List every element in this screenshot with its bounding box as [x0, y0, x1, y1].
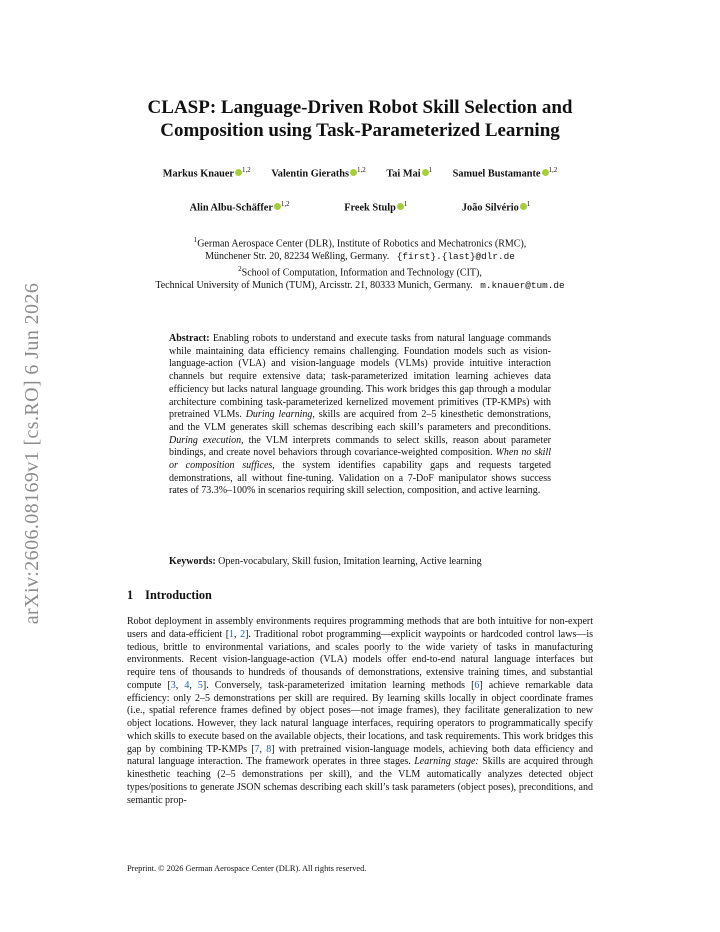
email-dlr: {first}.{last}@dlr.de: [396, 250, 515, 262]
citation-link[interactable]: 5: [197, 679, 203, 691]
citation-link[interactable]: 4: [184, 679, 190, 691]
citation-link[interactable]: 6: [474, 679, 480, 691]
authors-row-1: [70, 166, 650, 179]
keywords-label: Keywords:: [169, 556, 216, 567]
orcid-icon[interactable]: [274, 203, 281, 210]
footer-copyright: Preprint. © 2026 German Aerospace Center (DLR). All rights reserved.: [127, 864, 367, 873]
authors-row-2: [70, 200, 650, 213]
section-title: Introduction: [145, 588, 212, 602]
abstract-label: Abstract:: [169, 333, 210, 344]
author: Markus Knauer $^{1,2}$: [162, 166, 251, 180]
orcid-icon[interactable]: [422, 169, 429, 176]
citation-link[interactable]: 7: [254, 743, 260, 755]
introduction-paragraph: Robot deployment in assembly environments requires programming methods that are both intuitive for non-expert users and data-efficient [1, 2]. Traditional robot programming—explicit waypoints or hardcoded control laws—is tedious, brittle to environmental variations, and scales poorly to the wide variety of tasks in manufacturing environments. Recent vision-language-action (VLA) models offer end-to-end natural language interfaces but require tens of thousands to hundreds of thousands of demonstrations, extensive training times, and substantial compute [3, 4, 5]. Conversely, task-parameterized imitation learning methods [6] achieve remarkable data efficiency: only 2–5 demonstrations per skill are required. By learning skills locally in object coordinate frames (i.e., spatial reference frames defined by object poses—not image frames), they facilitate generalization to new object locations. However, they lack natural language interfaces, requiring operators to programmatically specify which skills to execute based on the available objects, their locations, and task requirements. This work bridges this gap by combining TP-KMPs [7, 8] with pretrained vision-language models, achieving both data efficiency and natural language interaction. The framework operates in three stages. Learning stage: Skills are acquired through kinesthetic teaching (2–5 demonstrations per skill), and the VLM automatically analyzes detected object types/positions to generate JSON schemas describing each skill’s task parameters (object poses), preconditions, and semantic prop-: [127, 616, 594, 806]
author: Tai Mai $^1$: [386, 166, 433, 180]
citation-link[interactable]: 1: [229, 628, 235, 640]
author: Samuel Bustamante $^{1,2}$: [452, 166, 558, 180]
affiliation-1: $^1$German Aerospace Center (DLR), Institute of Robotics and Mechatronics (RMC), Münchener Str. 20, 82234 Weßling, Germany. {first}.{last}@dlr.de: [193, 236, 527, 262]
citation-link[interactable]: 8: [266, 743, 272, 755]
arxiv-watermark: [12, 268, 54, 638]
abstract: Abstract: Enabling robots to understand and execute tasks from natural language commands while maintaining data efficiency remains challenging. Foundation models such as vision-language-action (VLA) and vision-language models (VLMs) provide intuitive interaction channels but require extensive data; task-parameterized imitation learning achieves data efficiency but lacks natural language grounding. This work bridges this gap through a modular architecture combining task-parameterized kernelized movement primitives (TP-KMPs) with pretrained VLMs. During learning, skills are acquired from 2–5 kinesthetic demonstrations, and the VLM generates skill schemas describing each skill’s parameters and preconditions. During execution, the VLM interprets commands to select skills, reason about parameter bindings, and create novel behaviors through covariance-weighted composition. When no skill or composition suffices, the system identifies capability gaps and requests targeted demonstrations, all without fine-tuning. Validation on a 7-DoF manipulator shows success rates of 73.3%–100% in scenarios requiring skill selection, composition, and active learning.: [169, 333, 552, 497]
orcid-icon[interactable]: [520, 203, 527, 210]
title-line-1: CLASP: Language-Driven Robot Skill Selection and: [147, 97, 573, 118]
affiliation-2: $^2$School of Computation, Information and Technology (CIT), Technical University of Munich (TUM), Arcisstr. 21, 80333 Munich, Germany. m.knauer@tum.de: [155, 265, 565, 291]
author: Valentin Gieraths $^{1,2}$: [271, 166, 366, 180]
citation-link[interactable]: 3: [170, 679, 176, 691]
author: João Silvério $^1$: [461, 200, 531, 214]
author: Freek Stulp $^1$: [344, 200, 408, 214]
orcid-icon[interactable]: [542, 169, 549, 176]
orcid-icon[interactable]: [235, 169, 242, 176]
title-line-2: Composition using Task-Parameterized Learning: [160, 120, 560, 141]
citation-link[interactable]: 2: [240, 628, 246, 640]
keywords: Keywords: Open-vocabulary, Skill fusion, Imitation learning, Active learning: [169, 556, 482, 567]
section-heading: [127, 588, 212, 603]
paper-title: [70, 96, 650, 142]
arxiv-id: arXiv:2606.08169v1 [cs.RO] 6 Jun 2026: [21, 282, 44, 624]
email-tum: m.knauer@tum.de: [480, 279, 565, 291]
orcid-icon[interactable]: [350, 169, 357, 176]
orcid-icon[interactable]: [397, 203, 404, 210]
author: Alin Albu-Schäffer $^{1,2}$: [189, 200, 290, 214]
section-number: 1: [127, 588, 134, 602]
